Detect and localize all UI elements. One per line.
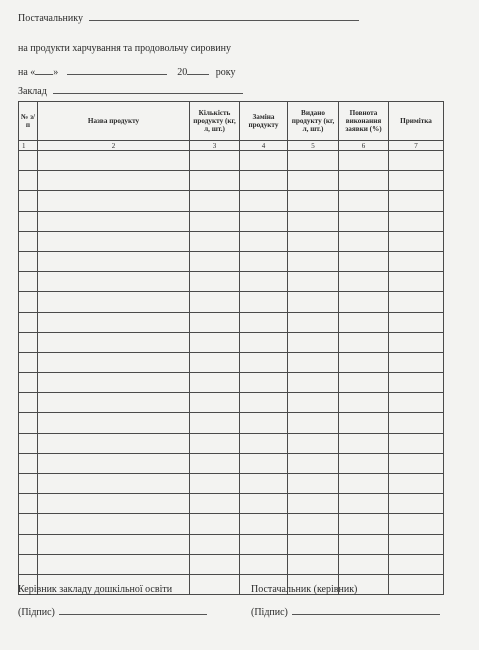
table-cell[interactable] (190, 171, 240, 191)
table-row (19, 373, 444, 393)
table-cell[interactable] (339, 393, 389, 413)
table-cell[interactable] (38, 554, 190, 574)
table-row (19, 474, 444, 494)
table-cell[interactable] (240, 292, 288, 312)
table-cell[interactable] (240, 251, 288, 271)
table-cell[interactable] (288, 514, 339, 534)
table-cell[interactable] (38, 474, 190, 494)
supplier-blank[interactable] (89, 10, 359, 21)
table-cell[interactable] (389, 292, 444, 312)
table-cell[interactable] (190, 292, 240, 312)
table-cell[interactable] (240, 453, 288, 473)
table-cell[interactable] (389, 574, 444, 594)
table-cell[interactable] (288, 251, 339, 271)
table-cell[interactable] (389, 312, 444, 332)
table-cell[interactable] (19, 352, 38, 372)
table-cell[interactable] (190, 332, 240, 352)
table-cell[interactable] (38, 191, 190, 211)
table-cell[interactable] (190, 514, 240, 534)
table-cell[interactable] (339, 191, 389, 211)
table-cell[interactable] (240, 231, 288, 251)
col-header-issued: Видано продукту (кг, л, шт.) (288, 102, 339, 141)
table-cell[interactable] (288, 191, 339, 211)
table-cell[interactable] (288, 211, 339, 231)
table-cell[interactable] (190, 413, 240, 433)
table-cell[interactable] (240, 534, 288, 554)
column-number: 3 (190, 141, 240, 151)
table-cell[interactable] (19, 251, 38, 271)
table-cell[interactable] (190, 312, 240, 332)
supplier-head-title: Постачальник (керівник) (251, 584, 358, 595)
col-header-replacement: Заміна продукту (240, 102, 288, 141)
table-cell[interactable] (38, 413, 190, 433)
date-prefix: на « (18, 67, 36, 78)
table-cell[interactable] (288, 352, 339, 372)
table-cell[interactable] (339, 413, 389, 433)
table-cell[interactable] (190, 494, 240, 514)
date-line (18, 64, 236, 78)
col-header-number: № з/п (19, 102, 38, 141)
table-cell[interactable] (19, 474, 38, 494)
table-cell[interactable] (190, 474, 240, 494)
column-number: 2 (38, 141, 190, 151)
table-cell[interactable] (288, 474, 339, 494)
table-cell[interactable] (19, 231, 38, 251)
table-cell[interactable] (339, 332, 389, 352)
table-cell[interactable] (339, 514, 389, 534)
table-cell[interactable] (389, 352, 444, 372)
table-cell[interactable] (339, 433, 389, 453)
table-cell[interactable] (190, 191, 240, 211)
table-row (19, 272, 444, 292)
table-row (19, 413, 444, 433)
table-cell[interactable] (339, 272, 389, 292)
table-cell[interactable] (38, 332, 190, 352)
table-cell[interactable] (190, 211, 240, 231)
table-cell[interactable] (19, 554, 38, 574)
table-cell[interactable] (288, 151, 339, 171)
table-cell[interactable] (19, 373, 38, 393)
table-cell[interactable] (288, 393, 339, 413)
table-cell[interactable] (389, 413, 444, 433)
table-cell[interactable] (389, 251, 444, 271)
table-cell[interactable] (19, 171, 38, 191)
table-cell[interactable] (389, 373, 444, 393)
table-cell[interactable] (38, 373, 190, 393)
table-cell[interactable] (38, 494, 190, 514)
table-cell[interactable] (38, 352, 190, 372)
table-cell[interactable] (19, 191, 38, 211)
table-cell[interactable] (240, 352, 288, 372)
table-cell[interactable] (389, 191, 444, 211)
table-cell[interactable] (389, 393, 444, 413)
table-cell[interactable] (190, 534, 240, 554)
table-cell[interactable] (389, 151, 444, 171)
table-cell[interactable] (240, 373, 288, 393)
table-cell[interactable] (190, 251, 240, 271)
supplier-signature-line (251, 604, 440, 618)
table-cell[interactable] (240, 211, 288, 231)
table-row (19, 352, 444, 372)
table-cell[interactable] (389, 554, 444, 574)
table-cell[interactable] (240, 332, 288, 352)
table-row (19, 251, 444, 271)
table-cell[interactable] (190, 393, 240, 413)
table-cell[interactable] (389, 534, 444, 554)
head-signature-label: (Підпис) (18, 607, 55, 618)
table-cell[interactable] (38, 312, 190, 332)
table-cell[interactable] (38, 534, 190, 554)
table-row (19, 191, 444, 211)
month-blank[interactable] (67, 64, 167, 75)
table-cell[interactable] (38, 433, 190, 453)
table-cell[interactable] (19, 393, 38, 413)
table-row (19, 332, 444, 352)
table-cell[interactable] (19, 292, 38, 312)
col-header-note: Примітка (389, 102, 444, 141)
table-cell[interactable] (288, 413, 339, 433)
column-number: 4 (240, 141, 288, 151)
table-cell[interactable] (240, 191, 288, 211)
table-row (19, 171, 444, 191)
table-cell[interactable] (240, 171, 288, 191)
table-cell[interactable] (38, 393, 190, 413)
table-cell[interactable] (190, 574, 240, 594)
column-number: 5 (288, 141, 339, 151)
table-cell[interactable] (288, 453, 339, 473)
table-cell[interactable] (339, 171, 389, 191)
table-cell[interactable] (339, 151, 389, 171)
column-number: 7 (389, 141, 444, 151)
table-cell[interactable] (288, 332, 339, 352)
products-text: на продукти харчування та продовольчу сировину (18, 43, 231, 54)
table-cell[interactable] (240, 554, 288, 574)
table-cell[interactable] (38, 151, 190, 171)
table-cell[interactable] (288, 534, 339, 554)
table-cell[interactable] (389, 474, 444, 494)
supplier-label: Постачальнику (18, 13, 83, 24)
supplier-line (18, 10, 359, 24)
table-cell[interactable] (339, 251, 389, 271)
table-row (19, 554, 444, 574)
products-line (18, 43, 231, 54)
table-cell[interactable] (240, 413, 288, 433)
column-number: 6 (339, 141, 389, 151)
table-row (19, 292, 444, 312)
table-cell[interactable] (38, 251, 190, 271)
table-cell[interactable] (38, 453, 190, 473)
table-cell[interactable] (38, 292, 190, 312)
table-cell[interactable] (288, 231, 339, 251)
table-cell[interactable] (240, 151, 288, 171)
head-of-institution-title: Керівник закладу дошкільної освіти (18, 584, 173, 595)
year-blank[interactable] (187, 64, 209, 75)
table-cell[interactable] (288, 373, 339, 393)
table-cell[interactable] (339, 494, 389, 514)
table-cell[interactable] (389, 433, 444, 453)
supplier-signature-blank[interactable] (292, 604, 440, 615)
table-cell[interactable] (190, 453, 240, 473)
table-header-row (19, 102, 444, 141)
column-number-row (19, 141, 444, 151)
table-row (19, 534, 444, 554)
table-cell[interactable] (190, 151, 240, 171)
table-cell[interactable] (288, 171, 339, 191)
table-cell[interactable] (288, 312, 339, 332)
table-cell[interactable] (190, 373, 240, 393)
table-cell[interactable] (38, 171, 190, 191)
table-row (19, 312, 444, 332)
table-row (19, 211, 444, 231)
table-cell[interactable] (389, 332, 444, 352)
table-cell[interactable] (389, 514, 444, 534)
table-cell[interactable] (339, 312, 389, 332)
institution-blank[interactable] (53, 83, 243, 94)
table-cell[interactable] (19, 332, 38, 352)
head-signature-line (18, 604, 207, 618)
table-cell[interactable] (38, 514, 190, 534)
table-row (19, 494, 444, 514)
table-cell[interactable] (240, 474, 288, 494)
table-cell[interactable] (288, 433, 339, 453)
table-cell[interactable] (389, 231, 444, 251)
table-cell[interactable] (19, 494, 38, 514)
table-cell[interactable] (240, 514, 288, 534)
supplier-signature-label: (Підпис) (251, 607, 288, 618)
table-cell[interactable] (19, 534, 38, 554)
table-cell[interactable] (19, 211, 38, 231)
table-cell[interactable] (19, 413, 38, 433)
table-cell[interactable] (240, 312, 288, 332)
column-number: 1 (19, 141, 38, 151)
table-cell[interactable] (19, 151, 38, 171)
institution-line (18, 83, 243, 97)
table-row (19, 393, 444, 413)
table-cell[interactable] (339, 373, 389, 393)
table-cell[interactable] (38, 231, 190, 251)
table-cell[interactable] (19, 312, 38, 332)
table-cell[interactable] (19, 514, 38, 534)
table-cell[interactable] (19, 272, 38, 292)
table-cell[interactable] (288, 554, 339, 574)
table-row (19, 151, 444, 171)
table-row (19, 453, 444, 473)
institution-label: Заклад (18, 86, 47, 97)
table-cell[interactable] (240, 272, 288, 292)
table-cell[interactable] (19, 433, 38, 453)
table-cell[interactable] (389, 272, 444, 292)
head-signature-blank[interactable] (59, 604, 207, 615)
table-cell[interactable] (240, 494, 288, 514)
table-cell[interactable] (190, 433, 240, 453)
table-cell[interactable] (240, 433, 288, 453)
table-cell[interactable] (389, 211, 444, 231)
table-cell[interactable] (339, 352, 389, 372)
table-row (19, 514, 444, 534)
table-cell[interactable] (240, 393, 288, 413)
col-header-completion: Повнота виконання заявки (%) (339, 102, 389, 141)
table-cell[interactable] (288, 272, 339, 292)
table-cell[interactable] (38, 272, 190, 292)
table-cell[interactable] (389, 453, 444, 473)
day-blank[interactable] (35, 64, 53, 75)
table-cell[interactable] (339, 554, 389, 574)
table-cell[interactable] (38, 211, 190, 231)
date-quote-close: » (53, 67, 59, 78)
table-cell[interactable] (339, 474, 389, 494)
table-cell[interactable] (339, 453, 389, 473)
table-cell[interactable] (339, 231, 389, 251)
table-cell[interactable] (190, 272, 240, 292)
table-cell[interactable] (190, 352, 240, 372)
table-row (19, 433, 444, 453)
table-row (19, 231, 444, 251)
table-cell[interactable] (190, 231, 240, 251)
table-cell[interactable] (19, 453, 38, 473)
col-header-product-name: Назва продукту (38, 102, 190, 141)
table-cell[interactable] (339, 211, 389, 231)
table-cell[interactable] (339, 292, 389, 312)
order-table (18, 101, 444, 595)
table-cell[interactable] (339, 534, 389, 554)
table-cell[interactable] (389, 171, 444, 191)
year-suffix: року (215, 67, 236, 78)
year-prefix: 20 (177, 67, 188, 78)
col-header-quantity: Кількість продукту (кг, л, шт.) (190, 102, 240, 141)
table-cell[interactable] (288, 494, 339, 514)
table-cell[interactable] (190, 554, 240, 574)
table-cell[interactable] (389, 494, 444, 514)
table-cell[interactable] (288, 292, 339, 312)
